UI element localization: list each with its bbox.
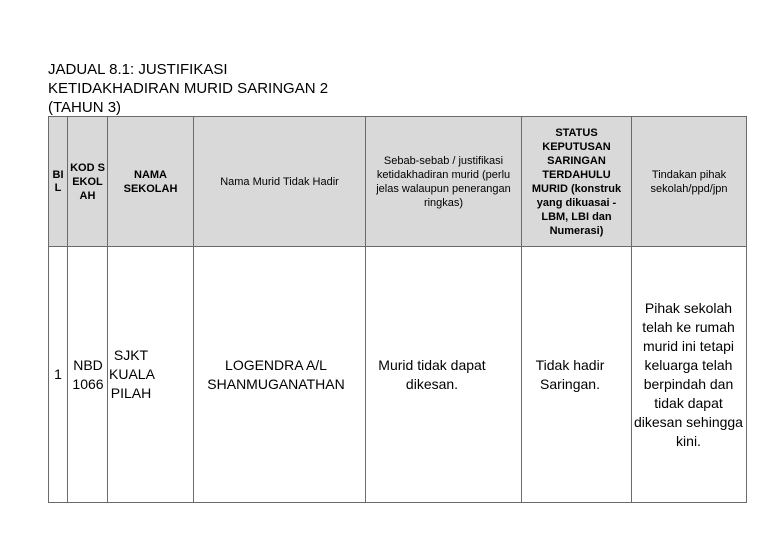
- title-line-1: JADUAL 8.1: JUSTIFIKASI: [48, 61, 228, 78]
- header-row: [49, 117, 747, 247]
- header-status: STATUS KEPUTUSAN SARINGAN TERDAHULU MURID (konstruk yang dikuasai - LBM, LBI dan Numerasi): [522, 117, 632, 247]
- table-row: [49, 247, 747, 503]
- cell-kod-sekolah: NBD 1066: [68, 247, 108, 503]
- cell-sebab: Murid tidak dapat dikesan.: [366, 247, 522, 503]
- header-nama-sekolah: NAMA SEKOLAH: [108, 117, 194, 247]
- cell-nama-sekolah: SJKT KUALA PILAH: [108, 247, 194, 503]
- header-bil: BIL: [49, 117, 68, 247]
- cell-status: Tidak hadir Saringan.: [522, 247, 632, 503]
- header-tindakan: Tindakan pihak sekolah/ppd/jpn: [632, 117, 747, 247]
- justification-table: [48, 116, 747, 503]
- header-sebab: Sebab-sebab / justifikasi ketidakhadiran murid (perlu jelas walaupun penerangan ringkas): [366, 117, 522, 247]
- title-line-2: KETIDAKHADIRAN MURID SARINGAN 2: [48, 80, 329, 97]
- header-nama-murid: Nama Murid Tidak Hadir: [194, 117, 366, 247]
- cell-nama-murid: LOGENDRA A/L SHANMUGANATHAN: [194, 247, 366, 503]
- title-line-3: (TAHUN 3): [48, 99, 122, 116]
- header-kod-sekolah: KOD SEKOLAH: [68, 117, 108, 247]
- cell-bil: 1: [49, 247, 68, 503]
- table-title: [48, 60, 408, 117]
- cell-tindakan: Pihak sekolah telah ke rumah murid ini tetapi keluarga telah berpindah dan tidak dapat dikesan sehingga kini.: [632, 247, 747, 503]
